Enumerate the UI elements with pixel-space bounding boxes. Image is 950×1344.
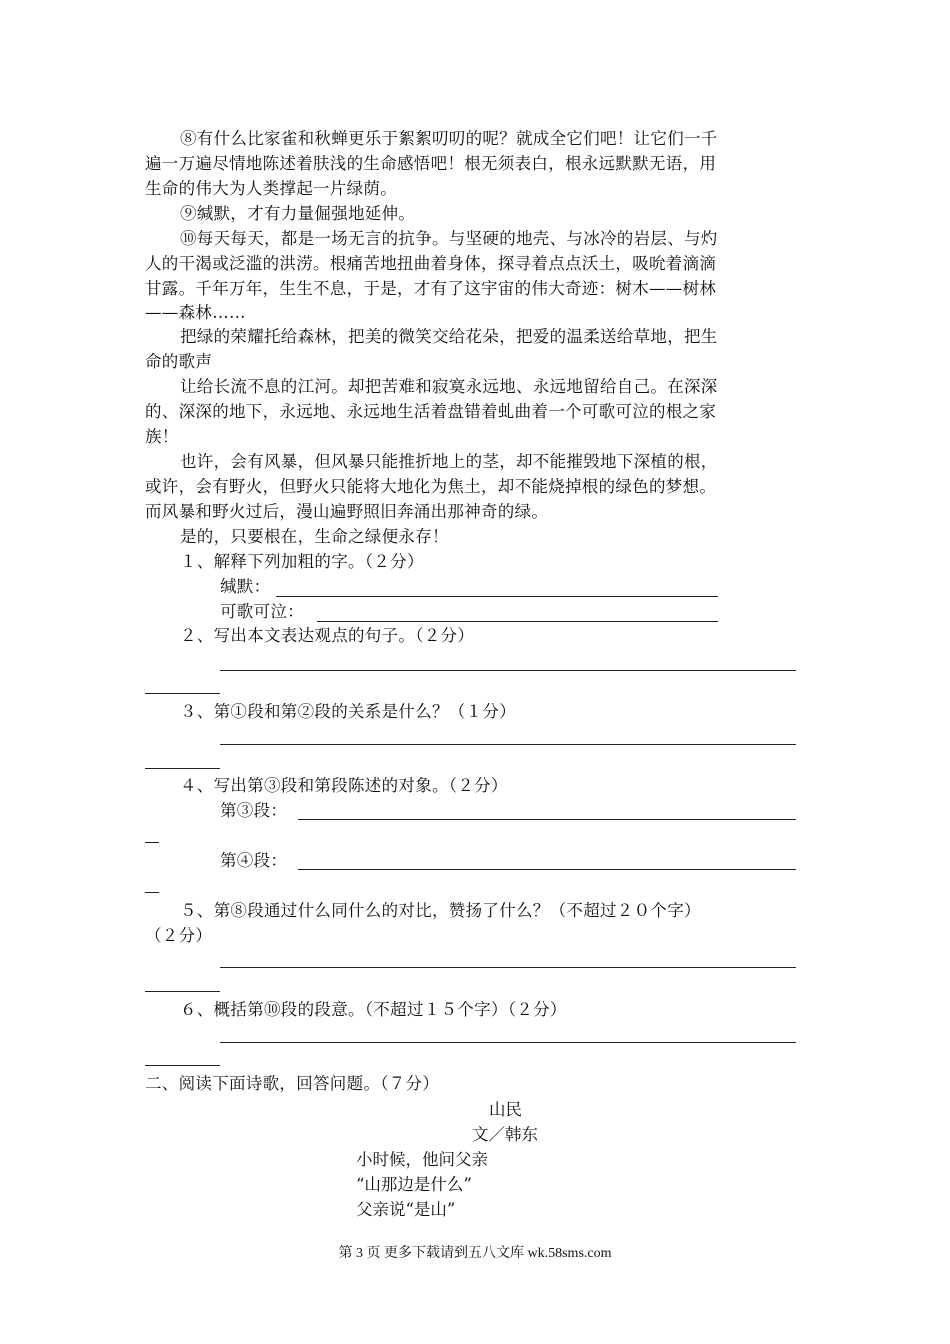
question-5-line-1: ５、第⑧段通过什么同什么的对比，赞扬了什么？（不超过２０个字） <box>180 901 701 920</box>
poem-line-3: 父亲说“是山” <box>356 1200 456 1219</box>
question-1: １、解释下列加粗的字。（２分） <box>180 552 424 571</box>
q5-answer-line[interactable] <box>220 967 796 968</box>
q4-answer-a-line[interactable] <box>298 819 796 820</box>
question-3: ３、第①段和第②段的关系是什么？（１分） <box>180 702 516 721</box>
para-10-line-4: ——森林…… <box>145 303 246 322</box>
para-10-line-2: 人的干渴或泛滥的洪涝。根痛苦地扭曲着身体，探寻着点点沃土，吸吮着滴滴 <box>145 254 717 273</box>
q4-label-a: 第③段： <box>220 801 288 820</box>
section-2-heading: 二、阅读下面诗歌，回答问题。（７分） <box>145 1074 440 1093</box>
poem-title: 山民 <box>489 1100 522 1119</box>
para-13-line-2: 或许，会有野火，但野火只能将大地化为焦土，却不能烧掉根的绿色的梦想。 <box>145 477 717 496</box>
poem-line-1: 小时候，他问父亲 <box>356 1150 488 1169</box>
para-11-line-2: 命的歌声 <box>145 352 213 371</box>
q4-answer-b-line-cont[interactable] <box>145 892 159 893</box>
q3-answer-line-cont[interactable] <box>145 768 220 769</box>
q6-answer-line-cont[interactable] <box>145 1065 220 1066</box>
poem-author: 文／韩东 <box>472 1125 538 1144</box>
q3-answer-line[interactable] <box>220 744 796 745</box>
question-2: ２、写出本文表达观点的句子。（２分） <box>180 626 475 645</box>
para-13-line-3: 而风暴和野火过后，漫山遍野照旧奔涌出那神奇的绿。 <box>145 502 549 521</box>
q2-answer-line[interactable] <box>220 670 796 671</box>
para-8-line-3: 生命的伟大为人类撑起一片绿荫。 <box>145 179 397 198</box>
para-10-line-3: 甘露。千年万年，生生不息，于是，才有了这宇宙的伟大奇迹：树木——树林 <box>145 279 717 298</box>
q1-answer-a-line[interactable] <box>276 596 718 597</box>
question-4: ４、写出第③段和第段陈述的对象。（２分） <box>180 776 508 795</box>
q6-answer-line[interactable] <box>220 1042 796 1043</box>
para-11-line-1: 把绿的荣耀托给森林，把美的微笑交给花朵，把爱的温柔送给草地，把生 <box>180 327 718 346</box>
para-8-line-2: 遍一万遍尽情地陈述着肤浅的生命感悟吧！根无须表白，根永远默默无语，用 <box>145 154 717 173</box>
para-12-line-3: 族！ <box>145 427 179 446</box>
q4-label-b: 第④段： <box>220 851 288 870</box>
question-6: ６、概括第⑩段的段意。（不超过１５个字）（２分） <box>180 1000 567 1019</box>
q5-answer-line-cont[interactable] <box>145 991 220 992</box>
para-9: ⑨缄默，才有力量倔强地延伸。 <box>180 204 416 223</box>
para-12-line-1: 让给长流不息的江河。却把苦难和寂寞永远地、永远地留给自己。在深深 <box>180 377 718 396</box>
para-12-line-2: 的、深深的地下，永远地、永远地生活着盘错着虬曲着一个可歌可泣的根之家 <box>145 402 717 421</box>
q1-label-a: 缄默： <box>220 577 271 596</box>
para-10-line-1: ⑩每天每天，都是一场无言的抗争。与坚硬的地壳、与冰冷的岩层、与灼 <box>180 229 718 248</box>
q1-label-b: 可歌可泣： <box>220 602 304 621</box>
poem-line-2: “山那边是什么” <box>356 1175 472 1194</box>
page-footer: 第 3 页 更多下载请到五八文库 wk.58sms.com <box>338 1246 612 1261</box>
para-14: 是的，只要根在，生命之绿便永存！ <box>180 527 449 546</box>
q4-answer-b-line[interactable] <box>298 869 796 870</box>
para-8-line-1: ⑧有什么比家雀和秋蝉更乐于絮絮叨叨的呢？就成全它们吧！让它们一千 <box>180 129 718 148</box>
question-5-line-2: （２分） <box>145 926 213 945</box>
q2-answer-line-cont[interactable] <box>145 693 220 694</box>
q1-answer-b-line[interactable] <box>317 621 718 622</box>
para-13-line-1: 也许，会有风暴，但风暴只能推折地上的茎，却不能摧毁地下深植的根， <box>180 452 718 471</box>
q4-answer-a-line-cont[interactable] <box>145 842 159 843</box>
